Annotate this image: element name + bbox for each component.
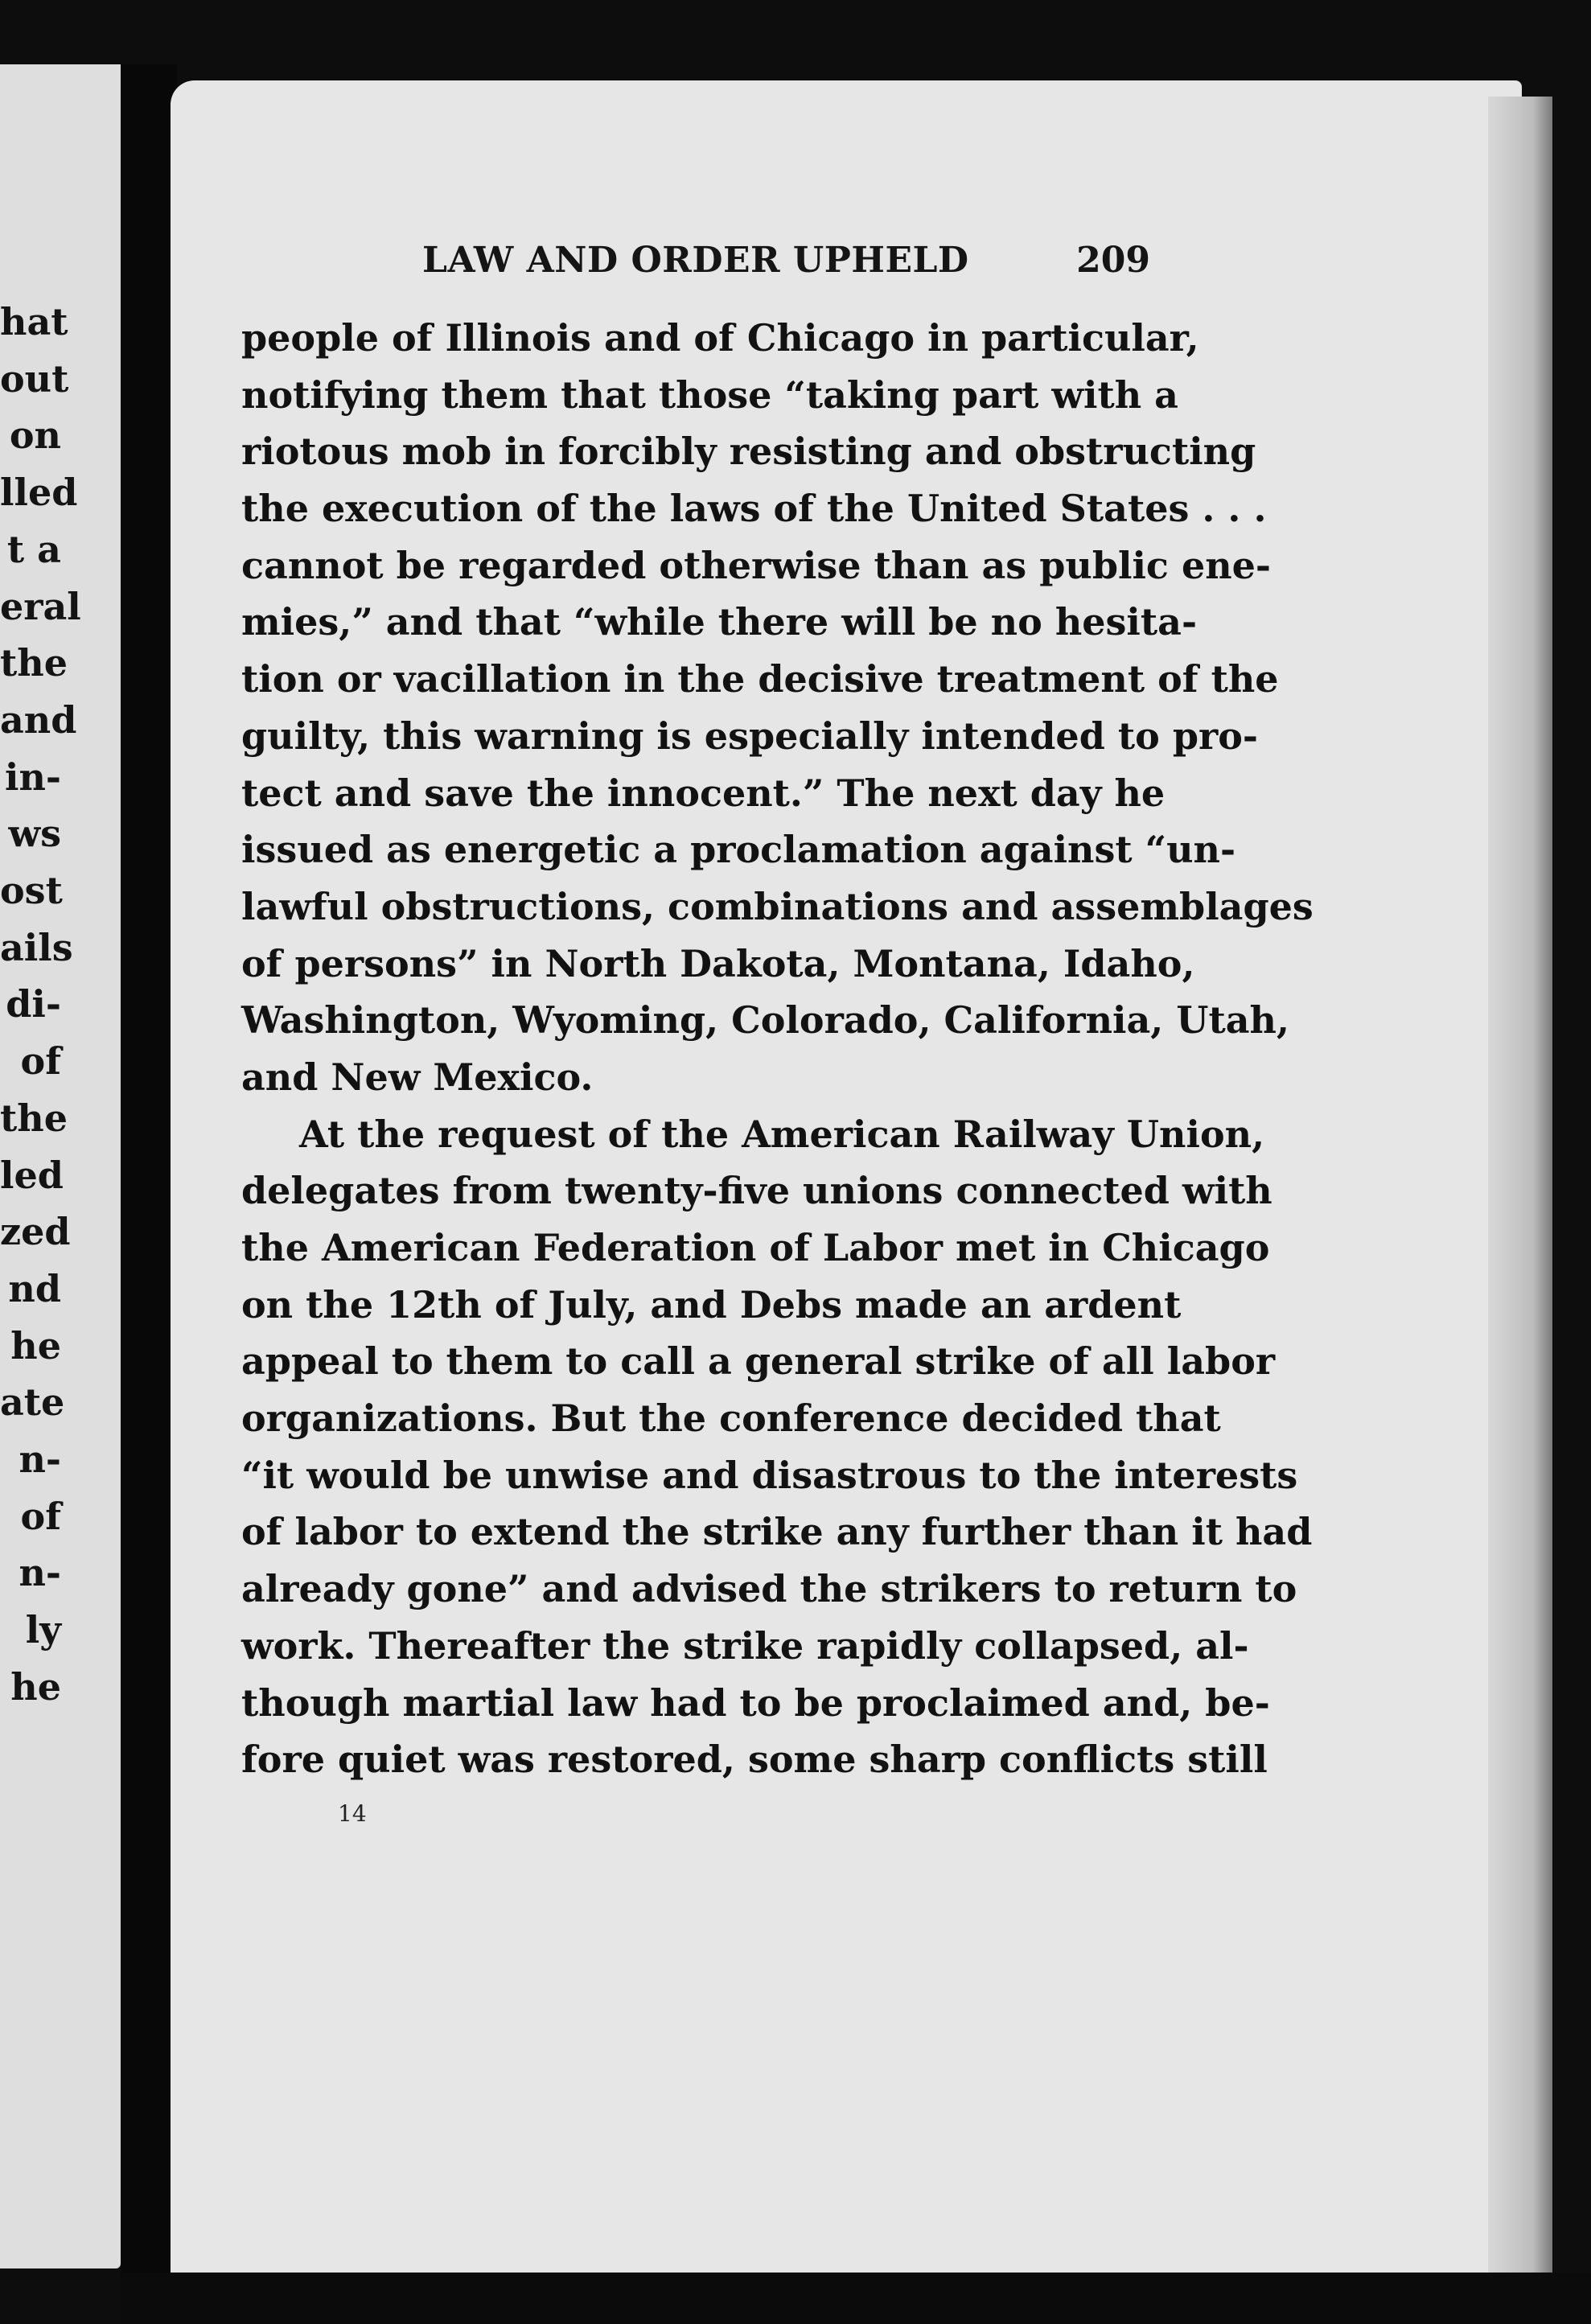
text-line: the execution of the laws of the United States . . . <box>241 487 1267 531</box>
text-line: work. Thereafter the strike rapidly collapsed, al- <box>241 1623 1249 1668</box>
text-line: cannot be regarded otherwise than as public ene- <box>241 543 1272 587</box>
facing-page-line: di- <box>6 982 61 1026</box>
facing-page-line: ate <box>0 1380 65 1425</box>
facing-page-line: of <box>20 1494 61 1538</box>
facing-page-line: ails <box>0 925 73 969</box>
text-line: mies,” and that “while there will be no hesita- <box>241 600 1198 644</box>
running-head <box>241 240 1150 296</box>
text-line: of labor to extend the strike any further than it had <box>241 1510 1313 1554</box>
facing-page-line: ly <box>25 1608 61 1652</box>
paragraph-end-line: and New Mexico. <box>241 1055 594 1099</box>
facing-page-line: out <box>0 356 69 401</box>
text-line: the American Federation of Labor met in Chicago <box>241 1226 1270 1269</box>
facing-page-line: in- <box>4 755 61 799</box>
facing-page-line: the <box>0 1096 68 1140</box>
facing-page-line: he <box>10 1323 61 1368</box>
text-line: lawful obstructions, combinations and assemblages <box>241 884 1314 928</box>
text-line: organizations. But the conference decided that <box>241 1396 1221 1441</box>
text-line: fore quiet was restored, some sharp conflicts still <box>241 1738 1268 1782</box>
facing-page-line: ws <box>8 812 61 856</box>
facing-page-line: led <box>0 1153 64 1197</box>
book-gutter <box>121 64 177 2285</box>
facing-page-line: and <box>0 697 77 742</box>
facing-page-line: n- <box>18 1551 61 1595</box>
text-line: delegates from twenty-five unions connected with <box>241 1169 1272 1213</box>
facing-page-text-fragments <box>0 294 121 1716</box>
text-line: of persons” in North Dakota, Montana, Idaho, <box>241 941 1195 985</box>
text-line: “it would be unwise and disastrous to the interests <box>241 1453 1298 1497</box>
facing-page-line: the <box>0 641 68 685</box>
facing-page-line: he <box>10 1664 61 1709</box>
facing-page-line: eral <box>0 584 81 628</box>
facing-page-line: of <box>20 1039 61 1084</box>
text-line: already gone” and advised the strikers to return to <box>241 1567 1297 1611</box>
scan-bottom-border <box>121 2273 1591 2324</box>
facing-page-line: n- <box>18 1438 61 1482</box>
facing-page-line: t a <box>6 527 61 571</box>
facing-page-line: lled <box>0 471 78 515</box>
facing-page-line: nd <box>8 1266 61 1310</box>
text-line: appeal to them to call a general strike of all labor <box>241 1339 1276 1384</box>
page-edge-stack <box>1488 97 1552 2285</box>
text-line: riotous mob in forcibly resisting and obstructing <box>241 430 1256 474</box>
signature-mark: 14 <box>338 1800 367 1827</box>
facing-page-line: zed <box>0 1210 71 1254</box>
facing-page-line: on <box>9 413 61 458</box>
running-head-title: LAW AND ORDER UPHELD <box>422 240 969 281</box>
text-line: guilty, this warning is especially intended to pro- <box>241 714 1258 758</box>
body-text <box>241 310 1314 1788</box>
text-line: tion or vacillation in the decisive treatment of the <box>241 657 1279 701</box>
text-line: people of Illinois and of Chicago in particular, <box>241 316 1199 360</box>
facing-page-line: ost <box>0 869 63 913</box>
text-line: tect and save the innocent.” The next day he <box>241 771 1166 815</box>
page-number: 209 <box>1076 240 1150 281</box>
text-line: though martial law had to be proclaimed and, be- <box>241 1680 1270 1725</box>
text-line: Washington, Wyoming, Colorado, California, Utah, <box>241 998 1289 1043</box>
paragraph-first-line: At the request of the American Railway Union, <box>299 1112 1265 1156</box>
facing-page-line: hat <box>0 300 68 343</box>
text-line: on the 12th of July, and Debs made an ardent <box>241 1282 1182 1327</box>
text-line: notifying them that those “taking part with a <box>241 372 1178 417</box>
text-line: issued as energetic a proclamation against “un- <box>241 828 1236 872</box>
